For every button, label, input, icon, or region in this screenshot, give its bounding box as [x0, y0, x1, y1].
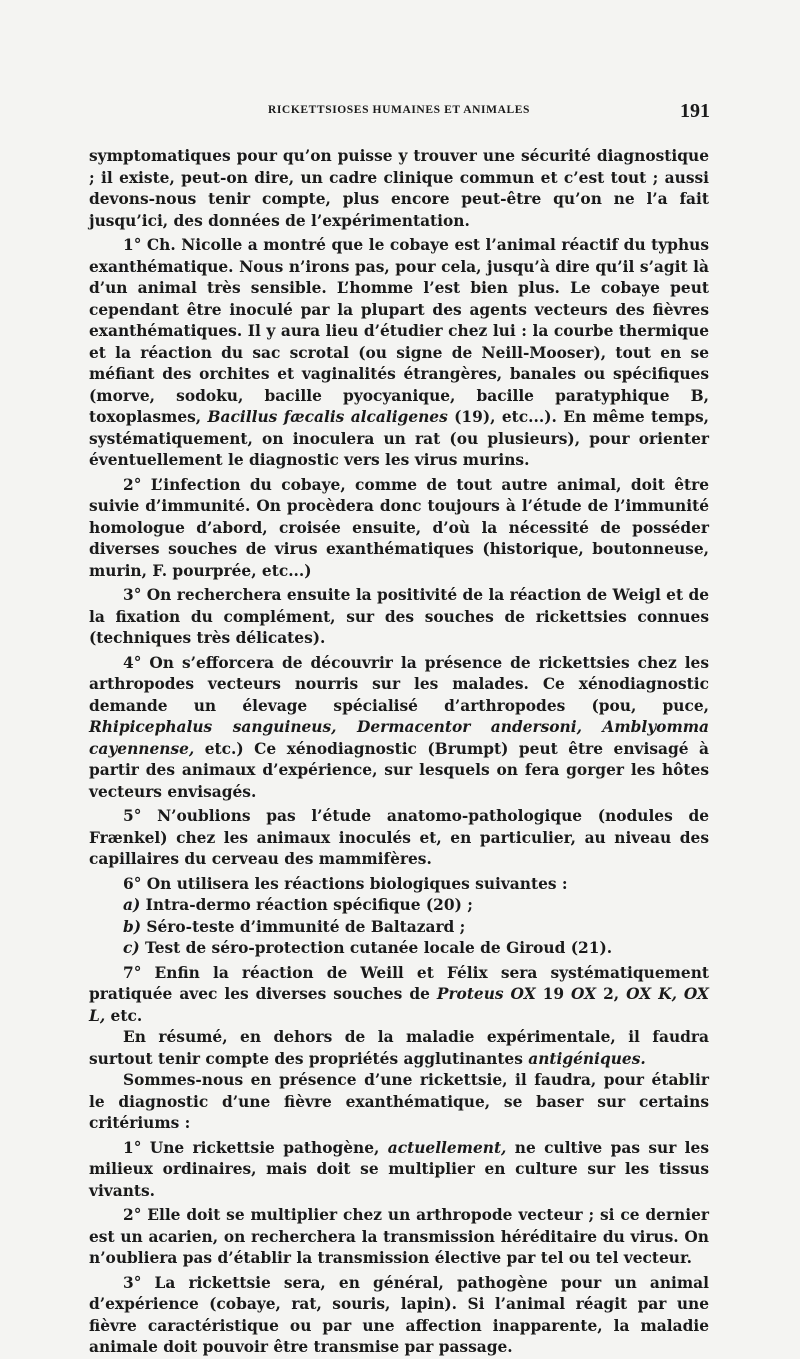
page-number: 191	[680, 100, 710, 122]
paragraph-criteria-intro: Sommes-nous en présence d’une rickettsie, il faudra, pour établir le diagnostic d’une fièvre exanthématique, se baser sur certains critériums :	[89, 1071, 709, 1132]
list-item-c: c) Test de séro-protection cutanée locale de Giroud (21).	[123, 939, 613, 957]
paragraph-point-1: 1° Ch. Nicolle a montré que le cobaye est l’animal réactif du typhus exanthématique. Nous n’irons pas, pour cela, jusqu’à dire qu’il s’agit là d’un animal très sensible. L’homme l’est bien plus. Le cobaye peut cependant être inoculé par la plupart des agents vecteurs des fièvres exanthématiques. Il y aura lieu d’étudier chez lui : la courbe thermique et la réaction du sac scrotal (ou signe de Neill-Mooser), tout en se méfiant des orchites et vaginalités étrangères, banales ou spécifiques (morve, sodoku, bacille pyocyanique, bacille paratyphique B, toxoplasmes, Bacillus fæcalis alcaligenes (19), etc...). En même temps, systématiquement, on inoculera un rat (ou plusieurs), pour orienter éventuellement le diagnostic vers les virus murins.	[89, 236, 709, 469]
species-names: Rhipicephalus sanguineus, Dermacentor andersoni, Amblyomma cayennense,	[89, 718, 709, 758]
running-title: RICKETTSIOSES HUMAINES ET ANIMALES	[267, 104, 531, 116]
paragraph-point-4: 4° On s’efforcera de découvrir la présence de rickettsies chez les arthropodes vecteurs nourris sur les malades. Ce xénodiagnostic demande un élevage spécialisé d’arthropodes (pou, puce, Rhipicephalus sanguineus, Dermacentor andersoni, Amblyomma cayennense, etc.) Ce xénodiagnostic (Brumpt) peut être envisagé à partir des animaux d’expérience, sur lesquels on fera gorger les hôtes vecteurs envisagés.	[89, 653, 709, 801]
page-header	[88, 100, 710, 124]
body-text	[89, 146, 709, 1359]
paragraph-point-3: 3° On recherchera ensuite la positivité de la réaction de Weigl et de la fixation du complément, sur des souches de rickettsies connues (techniques très délicates).	[89, 586, 709, 647]
species-name: Bacillus fæcalis alcaligenes	[207, 408, 448, 426]
list-item-a: a) Intra-dermo réaction spécifique (20) ;	[123, 896, 473, 914]
paragraph-intro: symptomatiques pour qu’on puisse y trouver une sécurité diagnostique ; il existe, peut-on dire, un cadre clinique commun et c’est tout ; aussi devons-nous tenir compte, plus encore peut-être qu’on ne l’a fait jusqu’ici, des données de l’expérimentation.	[89, 147, 709, 230]
paragraph-point-5: 5° N’oublions pas l’étude anatomo-pathologique (nodules de Frænkel) chez les animaux inoculés et, en particulier, au niveau des capillaires du cerveau des mammifères.	[89, 807, 709, 868]
paragraph-point-6: 6° On utilisera les réactions biologiques suivantes :	[123, 874, 568, 893]
paragraph-criterion-2: 2° Elle doit se multiplier chez un arthropode vecteur ; si ce dernier est un acarien, on recherchera la transmission héréditaire du virus. On n’oubliera pas d’établir la transmission élective par tel ou tel vecteur.	[89, 1206, 709, 1267]
paragraph-point-2: 2° L’infection du cobaye, comme de tout autre animal, doit être suivie d’immunité. On procèdera donc toujours à l’étude de l’immunité homologue d’abord, croisée ensuite, d’où la nécessité de posséder diverses souches de virus exanthématiques (historique, boutonneuse, murin, F. pourprée, etc...)	[89, 475, 709, 580]
paragraph-criterion-3: 3° La rickettsie sera, en général, pathogène pour un animal d’expérience (cobaye, rat, souris, lapin). Si l’animal réagit par une fièvre caractéristique ou par une affection inapparente, la maladie animale doit pouvoir être transmise par passage.	[89, 1273, 709, 1356]
paragraph-point-7: 7° Enfin la réaction de Weill et Félix sera systématiquement pratiquée avec les diverses souches de Proteus OX 19 OX 2, OX K, OX L, etc.	[89, 963, 709, 1025]
paragraph-criterion-1: 1° Une rickettsie pathogène, actuellement, ne cultive pas sur les milieux ordinaires, mais doit se multiplier en culture sur les tissus vivants.	[89, 1138, 709, 1200]
list-item-b: b) Séro-teste d’immunité de Baltazard ;	[123, 917, 466, 936]
paragraph-summary: En résumé, en dehors de la maladie expérimentale, il faudra surtout tenir compte des propriétés agglutinantes antigéniques.	[89, 1028, 709, 1068]
